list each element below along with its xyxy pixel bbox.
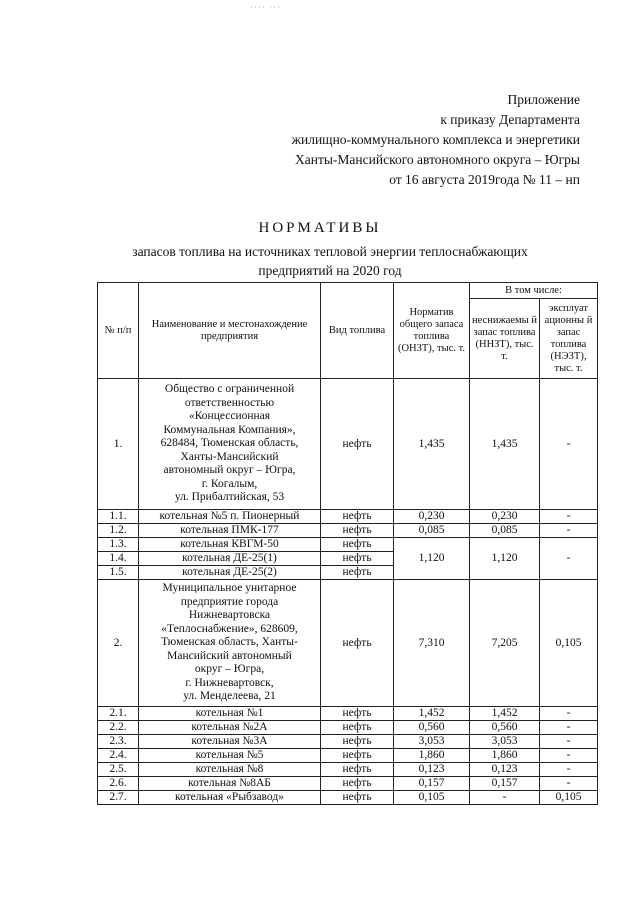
cell-name: котельная №8АБ — [139, 777, 321, 791]
cell-num: 1.3. — [98, 538, 139, 552]
cell-num: 1.4. — [98, 552, 139, 566]
header-line: от 16 августа 2019года № 11 – нп — [389, 172, 580, 187]
header-line: Приложение — [507, 92, 580, 107]
cell-nnzt: - — [470, 791, 540, 805]
cell-nezt: - — [540, 510, 598, 524]
org-line: Ханты-Мансийский — [180, 450, 279, 463]
cell-nnzt: 1,860 — [470, 749, 540, 763]
cell-fuel: нефть — [321, 735, 394, 749]
cell-num: 2.6. — [98, 777, 139, 791]
cell-nezt: - — [540, 524, 598, 538]
cell-onzt: 0,123 — [394, 763, 470, 777]
cell-onzt: 0,085 — [394, 524, 470, 538]
cell-num: 1.2. — [98, 524, 139, 538]
cell-num: 1. — [98, 379, 139, 510]
org-line: ул. Прибалтийская, 53 — [174, 491, 285, 504]
cell-onzt: 0,560 — [394, 721, 470, 735]
org-line: округ – Югра, — [194, 663, 265, 676]
cell-num: 2.2. — [98, 721, 139, 735]
table-row — [98, 510, 598, 524]
cell-nnzt-merged: 1,120 — [470, 538, 540, 580]
cell-org-name — [139, 379, 321, 510]
org-line: г. Когалым, — [201, 477, 258, 490]
table-row — [98, 735, 598, 749]
cell-fuel: нефть — [321, 379, 394, 510]
org-line: 628484, Тюменская область, — [160, 437, 299, 450]
cell-nezt: - — [540, 735, 598, 749]
cell-name: котельная №5 п. Пионерный — [139, 510, 321, 524]
cell-fuel: нефть — [321, 524, 394, 538]
scan-artifact-marks: ···· ··· — [250, 2, 282, 12]
cell-name: котельная «Рыбзавод» — [139, 791, 321, 805]
cell-name: котельная ДЕ-25(2) — [139, 566, 321, 580]
cell-fuel: нефть — [321, 580, 394, 707]
table-row — [98, 707, 598, 721]
cell-org-name — [139, 580, 321, 707]
cell-num: 2. — [98, 580, 139, 707]
cell-name: котельная №5 — [139, 749, 321, 763]
cell-nnzt: 7,205 — [470, 580, 540, 707]
org-line: Муниципальное унитарное — [162, 582, 297, 595]
cell-num: 2.1. — [98, 707, 139, 721]
cell-name: котельная №2А — [139, 721, 321, 735]
cell-onzt-merged: 1,120 — [394, 538, 470, 580]
cell-nnzt: 0,123 — [470, 763, 540, 777]
org-line: Общество с ограниченной — [164, 383, 295, 396]
org-line: «Концессионная — [188, 410, 271, 423]
cell-name: котельная ПМК-177 — [139, 524, 321, 538]
cell-fuel: нефть — [321, 510, 394, 524]
subtitle-line: предприятий на 2020 год — [258, 263, 402, 278]
cell-nnzt: 0,560 — [470, 721, 540, 735]
header-name: Наименование и местонахождение предприятия — [139, 283, 321, 379]
cell-fuel: нефть — [321, 763, 394, 777]
org-line: ул. Менделеева, 21 — [183, 690, 276, 703]
table-row — [98, 379, 598, 510]
cell-onzt: 1,435 — [394, 379, 470, 510]
org-line: «Теплоснабжение», 628609, — [161, 622, 298, 635]
cell-nezt: 0,105 — [540, 580, 598, 707]
subtitle-line: запасов топлива на источниках тепловой энергии теплоснабжающих — [132, 244, 528, 259]
cell-onzt: 3,053 — [394, 735, 470, 749]
org-line: Коммунальная Компания», — [163, 423, 296, 436]
cell-fuel: нефть — [321, 777, 394, 791]
cell-fuel: нефть — [321, 566, 394, 580]
header-line: к приказу Департамента — [440, 112, 580, 127]
cell-name: котельная №1 — [139, 707, 321, 721]
cell-name: котельная №3А — [139, 735, 321, 749]
cell-nnzt: 0,230 — [470, 510, 540, 524]
header-nnzt: неснижаемы й запас топлива (ННЗТ), тыс. т. — [470, 299, 540, 379]
table-row — [98, 524, 598, 538]
cell-nezt: - — [540, 777, 598, 791]
cell-fuel: нефть — [321, 707, 394, 721]
cell-name: котельная КВГМ-50 — [139, 538, 321, 552]
header-nezt: эксплуат ационны й запас топлива (НЭЗТ), тыс. т. — [540, 299, 598, 379]
cell-nezt: - — [540, 379, 598, 510]
cell-onzt: 7,310 — [394, 580, 470, 707]
cell-name: котельная №8 — [139, 763, 321, 777]
org-line: Тюменская область, Ханты- — [161, 636, 298, 649]
document-subtitle — [100, 242, 560, 280]
header-num: № п/п — [98, 283, 139, 379]
cell-nezt-merged: - — [540, 538, 598, 580]
cell-nnzt: 0,157 — [470, 777, 540, 791]
appendix-header — [292, 90, 580, 190]
cell-num: 2.7. — [98, 791, 139, 805]
cell-num: 2.3. — [98, 735, 139, 749]
cell-num: 2.4. — [98, 749, 139, 763]
cell-name: котельная ДЕ-25(1) — [139, 552, 321, 566]
header-group: В том числе: — [470, 283, 598, 299]
cell-nezt: - — [540, 707, 598, 721]
cell-num: 1.5. — [98, 566, 139, 580]
org-line: автономный округ – Югра, — [163, 464, 296, 477]
cell-num: 1.1. — [98, 510, 139, 524]
cell-nezt: - — [540, 749, 598, 763]
table-row — [98, 580, 598, 707]
cell-fuel: нефть — [321, 552, 394, 566]
org-line: предприятие города — [180, 595, 279, 608]
cell-fuel: нефть — [321, 538, 394, 552]
cell-fuel: нефть — [321, 791, 394, 805]
norms-table — [97, 282, 598, 805]
header-fuel: Вид топлива — [321, 283, 394, 379]
table-row — [98, 749, 598, 763]
cell-onzt: 0,105 — [394, 791, 470, 805]
cell-onzt: 1,860 — [394, 749, 470, 763]
cell-fuel: нефть — [321, 749, 394, 763]
header-line: жилищно-коммунального комплекса и энергетики — [291, 132, 580, 147]
cell-num: 2.5. — [98, 763, 139, 777]
table-row — [98, 538, 598, 552]
cell-nnzt: 1,435 — [470, 379, 540, 510]
table-row — [98, 763, 598, 777]
cell-fuel: нефть — [321, 721, 394, 735]
cell-nnzt: 0,085 — [470, 524, 540, 538]
cell-nnzt: 3,053 — [470, 735, 540, 749]
header-onzt: Норматив общего запаса топлива (ОНЗТ), тыс. т. — [394, 283, 470, 379]
org-line: ответственностью — [184, 396, 275, 409]
org-line: Мансийский автономный — [167, 649, 292, 662]
cell-nezt: 0,105 — [540, 791, 598, 805]
cell-onzt: 0,230 — [394, 510, 470, 524]
table-row — [98, 777, 598, 791]
org-line: г. Нижневартовск, — [185, 676, 274, 689]
table-row — [98, 721, 598, 735]
document-title: НОРМАТИВЫ — [258, 220, 382, 236]
cell-onzt: 0,157 — [394, 777, 470, 791]
cell-onzt: 1,452 — [394, 707, 470, 721]
cell-nnzt: 1,452 — [470, 707, 540, 721]
header-line: Ханты-Мансийского автономного округа – Югры — [295, 152, 580, 167]
cell-nezt: - — [540, 763, 598, 777]
org-line: Нижневартовска — [188, 609, 271, 622]
cell-nezt: - — [540, 721, 598, 735]
table-row — [98, 791, 598, 805]
